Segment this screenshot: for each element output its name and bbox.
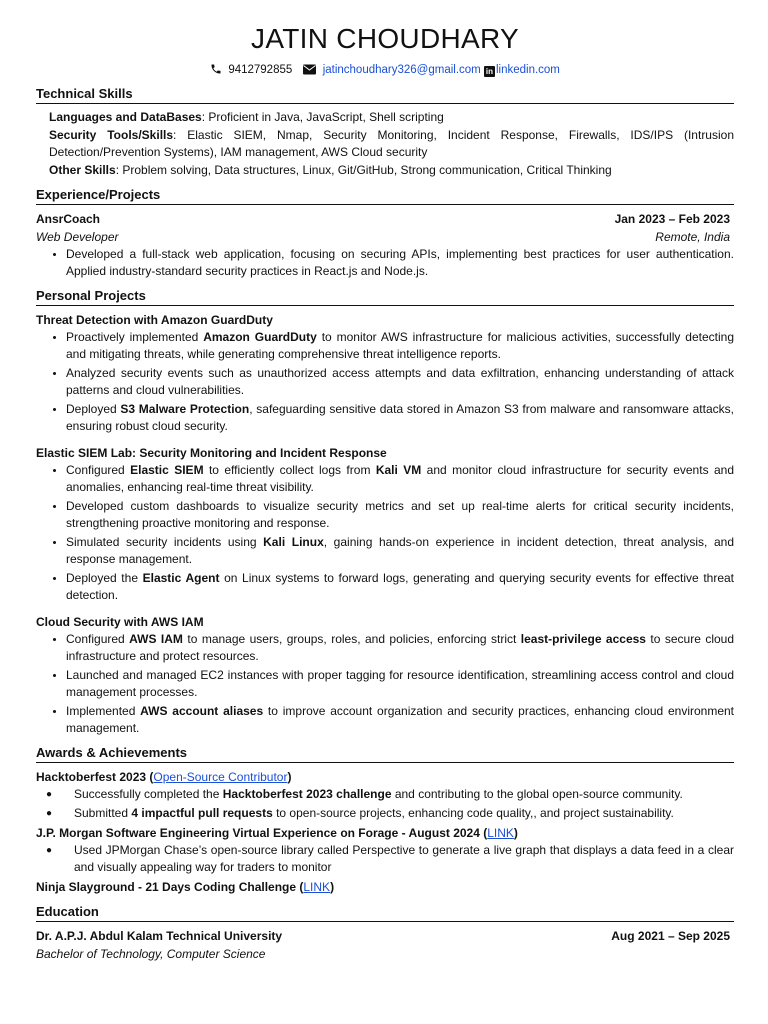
- experience-section: [36, 186, 734, 280]
- email-contact: [303, 64, 483, 76]
- section-title-skills: Technical Skills: [36, 85, 734, 104]
- award-link[interactable]: LINK: [487, 826, 514, 840]
- email-link[interactable]: jatinchoudhary326@gmail.com: [322, 64, 481, 76]
- list-item: • Deployed S3 Malware Protection, safeguarding sensitive data stored in Amazon S3 from malware and ransomware attacks, ensuring robust cloud security.: [66, 401, 734, 435]
- list-item: • Developed custom dashboards to visualize security metrics and set up real-time alerts for critical security incidents, strengthening proactive monitoring and response.: [66, 498, 734, 532]
- degree: Bachelor of Technology, Computer Science: [36, 947, 266, 961]
- experience-bullets: [36, 246, 734, 280]
- phone-number: 9412792855: [228, 64, 293, 76]
- education-dates: Aug 2021 – Sep 2025: [611, 929, 730, 943]
- award-title: J.P. Morgan Software Engineering Virtual Experience on Forage - August 2024 (LINK): [36, 826, 518, 840]
- list-item: • Analyzed security events such as unauthorized access attempts and data exfiltration, enhancing understanding of attack patterns and cloud vulnerabilities.: [66, 365, 734, 399]
- list-item: ● Submitted 4 impactful pull requests to open-source projects, enhancing code quality,, and project sustainability.: [72, 805, 734, 822]
- technical-skills-section: [36, 85, 734, 179]
- phone-contact: [210, 64, 295, 76]
- award-link[interactable]: Open-Source Contributor: [153, 770, 288, 784]
- experience-subheader: [36, 228, 734, 246]
- experience-dates: Jan 2023 – Feb 2023: [614, 212, 730, 226]
- education-section: [36, 903, 734, 963]
- personal-projects-section: [36, 287, 734, 737]
- project-bullets: [36, 329, 734, 435]
- project-title: Cloud Security with AWS IAM: [36, 615, 204, 629]
- linkedin-link[interactable]: linkedin.com: [495, 64, 560, 76]
- job-role: Web Developer: [36, 230, 119, 244]
- list-item: • Deployed the Elastic Agent on Linux systems to forward logs, generating and querying security events for effective threat detection.: [66, 570, 734, 604]
- award-bullets: [36, 786, 734, 822]
- list-item: • Simulated security incidents using Kali Linux, gaining hands-on experience in incident detection, threat analysis, and response management.: [66, 534, 734, 568]
- awards-section: [36, 744, 734, 896]
- envelope-icon: [303, 64, 316, 75]
- list-item: ● Used JPMorgan Chase’s open-source library called Perspective to generate a live graph that displays a data feed in a clear and visually appealing way for traders to monitor: [72, 842, 734, 876]
- project-bullets: [36, 462, 734, 604]
- list-item: • Proactively implemented Amazon GuardDuty to monitor AWS infrastructure for malicious activities, successfully detecting and mitigating threats, while generating comprehensive threat intelligence reports.: [66, 329, 734, 363]
- skill-line-security: Security Tools/Skills: Elastic SIEM, Nmap, Security Monitoring, Incident Response, Firewalls, IDS/IPS (Intrusion Detection/Prevention Systems), IAM management, AWS Cloud security: [49, 127, 734, 159]
- list-item: • Developed a full-stack web application, focusing on securing APIs, implementing best practices for user authentication. Applied industry-standard security practices in React.js and Node.js.: [66, 246, 734, 280]
- section-title-education: Education: [36, 903, 734, 922]
- project-bullets: [36, 631, 734, 737]
- section-title-experience: Experience/Projects: [36, 186, 734, 205]
- section-title-awards: Awards & Achievements: [36, 744, 734, 763]
- list-item: ● Successfully completed the Hacktoberfest 2023 challenge and contributing to the global open-source community.: [72, 786, 734, 803]
- award-link[interactable]: LINK: [303, 880, 331, 894]
- project-title: Elastic SIEM Lab: Security Monitoring and Incident Response: [36, 446, 387, 460]
- project-title: Threat Detection with Amazon GuardDuty: [36, 313, 273, 327]
- award-title: Hacktoberfest 2023 (Open-Source Contributor): [36, 770, 292, 784]
- education-header: [36, 927, 734, 945]
- linkedin-icon: in: [485, 67, 494, 76]
- list-item: • Configured Elastic SIEM to efficiently collect logs from Kali VM and monitor cloud infrastructure for security events and anomalies, enhancing real-time threat visibility.: [66, 462, 734, 496]
- company-name: AnsrCoach: [36, 212, 101, 226]
- phone-icon: [210, 63, 222, 75]
- job-location: Remote, India: [655, 230, 730, 244]
- candidate-name: JATIN CHOUDHARY: [251, 23, 519, 54]
- skill-line-other: Other Skills: Problem solving, Data structures, Linux, Git/GitHub, Strong communication, Critical Thinking: [49, 162, 612, 177]
- skill-line-languages: Languages and DataBases: Proficient in Java, JavaScript, Shell scripting: [49, 110, 444, 124]
- school-name: Dr. A.P.J. Abdul Kalam Technical University: [36, 929, 283, 943]
- contact-line: [36, 62, 734, 78]
- section-title-projects: Personal Projects: [36, 287, 734, 306]
- education-subheader: [36, 945, 734, 963]
- list-item: • Launched and managed EC2 instances with proper tagging for resource identification, streamlining access control and cloud management processes.: [66, 667, 734, 701]
- experience-header: [36, 210, 734, 228]
- award-title: Ninja Slayground - 21 Days Coding Challenge (LINK): [36, 880, 335, 894]
- list-item: • Configured AWS IAM to manage users, groups, roles, and policies, enforcing strict least-privilege access to secure cloud infrastructure and protect resources.: [66, 631, 734, 665]
- award-bullets: [36, 842, 734, 876]
- linkedin-contact: [484, 64, 560, 76]
- list-item: • Implemented AWS account aliases to improve account organization and security practices, enhancing cloud environment management.: [66, 703, 734, 737]
- skills-list: [36, 109, 734, 179]
